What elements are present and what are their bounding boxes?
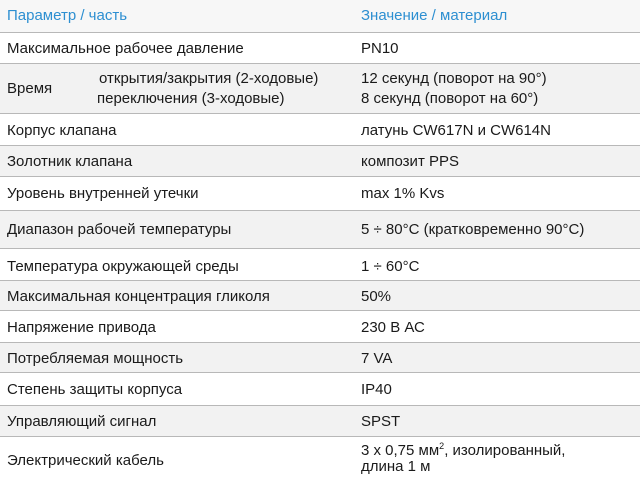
- row-value-rest: , изолированный,: [444, 442, 566, 459]
- header-param: Параметр / часть: [7, 7, 128, 24]
- table-row: [0, 113, 640, 145]
- row-value: PN10: [361, 40, 399, 57]
- row-value: max 1% Kvs: [361, 185, 445, 202]
- row-param: Диапазон рабочей температуры: [7, 221, 232, 238]
- row-value: 230 В АС: [361, 319, 425, 336]
- table-row: [0, 145, 640, 176]
- row-param: Максимальное рабочее давление: [7, 40, 244, 57]
- row-value: 50%: [361, 288, 392, 305]
- row-param: Корпус клапана: [7, 122, 117, 139]
- table-row: [0, 210, 640, 248]
- row-value-main: 3 x 0,75 мм: [361, 442, 440, 459]
- row-param: Степень защиты корпуса: [7, 381, 183, 398]
- row-subparam: переключения (3-ходовые): [97, 90, 285, 107]
- table-row: [0, 176, 640, 210]
- table-header: [0, 0, 640, 32]
- row-param: Потребляемая мощность: [7, 350, 184, 367]
- row-param: Время: [7, 80, 53, 97]
- table-row: [0, 248, 640, 280]
- table-row: [0, 372, 640, 405]
- row-param: Максимальная концентрация гликоля: [7, 288, 270, 305]
- row-subparam: открытия/закрытия (2-ходовые): [99, 70, 319, 87]
- row-param: Золотник клапана: [7, 153, 133, 170]
- table-row: [0, 63, 640, 113]
- table-row: [0, 32, 640, 63]
- row-value: SPST: [361, 413, 401, 430]
- row-value: латунь CW617N и CW614N: [361, 122, 551, 139]
- row-param: Температура окружающей среды: [7, 258, 239, 275]
- table-row: [0, 342, 640, 372]
- row-param: Электрический кабель: [7, 452, 164, 469]
- row-value: 8 секунд (поворот на 60°): [361, 90, 539, 107]
- table-row: [0, 280, 640, 310]
- row-value: композит PPS: [361, 153, 459, 170]
- row-param: Уровень внутренней утечки: [7, 185, 199, 202]
- row-value: 7 VA: [361, 350, 393, 367]
- table-row: [0, 436, 640, 478]
- row-value: длина 1 м: [361, 458, 431, 475]
- row-param: Управляющий сигнал: [7, 413, 157, 430]
- table-row: [0, 405, 640, 436]
- row-param: Напряжение привода: [7, 319, 156, 336]
- superscript: 2: [439, 441, 445, 451]
- row-value: 5 ÷ 80°C (кратковременно 90°C): [361, 221, 585, 238]
- row-value: IP40: [361, 381, 392, 398]
- table-row: [0, 310, 640, 342]
- header-value: Значение / материал: [361, 7, 508, 24]
- row-value: 12 секунд (поворот на 90°): [361, 70, 547, 87]
- row-value: 1 ÷ 60°C: [361, 258, 420, 275]
